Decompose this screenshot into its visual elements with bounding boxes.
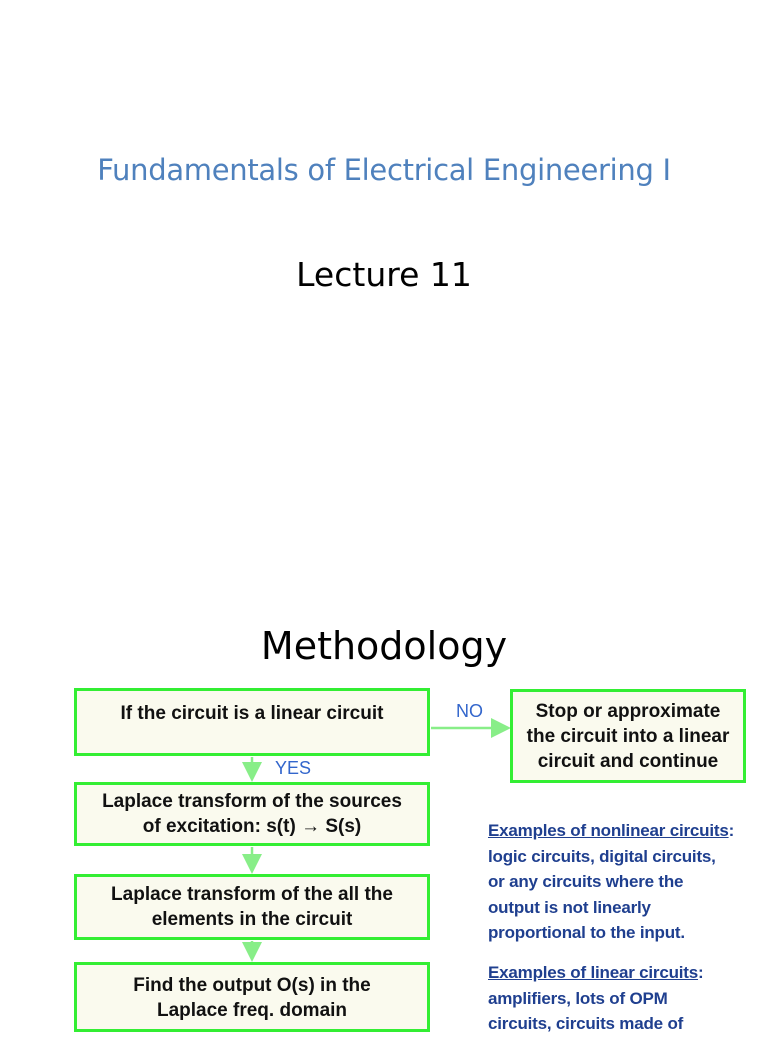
flow-step-text: Laplace transform of the all the elements in the circuit [111, 884, 393, 930]
flow-step-text: Find the output O(s) in the Laplace freq. domain [133, 975, 371, 1021]
branch-label-no: NO [456, 701, 483, 721]
branch-label-yes: YES [275, 758, 312, 778]
flow-step-text: Stop or approximate the circuit into a linear circuit and continue [526, 700, 730, 772]
flow-step-find-output [74, 962, 430, 1032]
flow-step-nonlinear [510, 689, 746, 783]
flow-step-text: Laplace transform of the sources of excitation: s(t) → S(s) [102, 791, 402, 837]
nonlinear-examples-heading: Examples of nonlinear circuits [488, 821, 729, 840]
lecture-number: Lecture 11 [296, 255, 472, 294]
flow-step-laplace-sources [74, 782, 430, 846]
nonlinear-examples-note [488, 818, 758, 946]
flow-step-linear-check [74, 688, 430, 756]
linear-examples-heading: Examples of linear circuits [488, 963, 699, 982]
flow-step-text: If the circuit is a linear circuit [120, 703, 384, 724]
linear-examples-note [488, 960, 758, 1037]
document-title: Fundamentals of Electrical Engineering I [97, 153, 671, 187]
flow-step-laplace-elements [74, 874, 430, 940]
linear-examples-body: : amplifiers, lots of OPM circuits, circuits made of [488, 963, 704, 1033]
section-heading: Methodology [260, 624, 508, 668]
nonlinear-examples-body: : logic circuits, digital circuits, or any circuits where the output is not linearly proportional to the input. [488, 821, 735, 942]
